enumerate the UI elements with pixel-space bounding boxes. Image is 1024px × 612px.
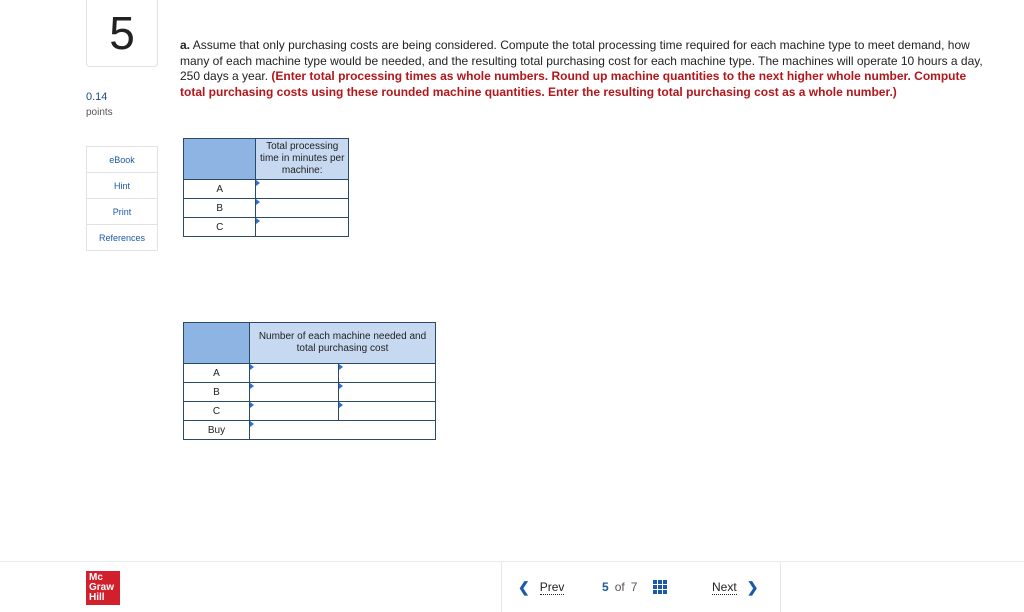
processing-time-c-cell <box>256 218 349 237</box>
row-label-buy: Buy <box>184 421 250 440</box>
processing-time-header: Total processing time in minutes per machine: <box>256 139 349 180</box>
cost-c-cell <box>338 402 435 421</box>
row-label-b: B <box>184 199 256 218</box>
table-corner <box>184 139 256 180</box>
machines-cost-table <box>183 322 436 440</box>
machines-cost-header: Number of each machine needed and total purchasing cost <box>249 323 435 364</box>
row-label-a: A <box>184 180 256 199</box>
input-marker-icon <box>250 383 254 389</box>
mcgraw-hill-logo <box>86 571 120 605</box>
machines-b-input[interactable] <box>250 383 338 401</box>
input-marker-icon <box>250 402 254 408</box>
machines-b-cell <box>249 383 338 402</box>
processing-time-a-input[interactable] <box>256 180 348 198</box>
row-label-b: B <box>184 383 250 402</box>
machines-c-cell <box>249 402 338 421</box>
input-marker-icon <box>256 218 260 224</box>
processing-time-a-cell <box>256 180 349 199</box>
prev-label: Prev <box>539 579 565 594</box>
row-label-c: C <box>184 218 256 237</box>
machines-a-cell <box>249 364 338 383</box>
points-value: 0.14 <box>86 91 108 103</box>
ebook-button[interactable]: eBook <box>87 147 157 173</box>
buy-input[interactable] <box>250 421 435 439</box>
buy-cell <box>249 421 435 440</box>
current-page: 5 <box>602 580 609 594</box>
part-label: a. <box>180 38 191 52</box>
chevron-left-icon: ❮ <box>518 578 530 595</box>
question-number: 5 <box>86 0 158 67</box>
processing-time-b-input[interactable] <box>256 199 348 217</box>
row-label-c: C <box>184 402 250 421</box>
question-instructions: (Enter total processing times as whole numbers. Round up machine quantities to the next higher whole number. Compute total purchasing costs using these rounded machine quantities. Enter the resulting total purchasing cost as a whole number.) <box>180 69 967 99</box>
cost-a-input[interactable] <box>339 368 435 379</box>
question-tools <box>86 146 158 251</box>
input-marker-icon <box>250 421 254 427</box>
row-label-a: A <box>184 364 250 383</box>
input-marker-icon <box>250 364 254 370</box>
cost-b-input[interactable] <box>339 387 435 398</box>
input-marker-icon <box>339 364 343 370</box>
print-button[interactable]: Print <box>87 199 157 225</box>
grid-icon[interactable] <box>653 580 667 594</box>
next-button[interactable] <box>712 579 758 596</box>
input-marker-icon <box>339 402 343 408</box>
references-button[interactable]: References <box>98 232 146 243</box>
points-label: points <box>86 107 113 118</box>
machines-a-input[interactable] <box>250 364 338 382</box>
question-navigation <box>501 562 781 612</box>
table-corner <box>184 323 250 364</box>
logo-line-1: Mc <box>89 572 103 583</box>
input-marker-icon <box>256 199 260 205</box>
cost-a-cell <box>338 364 435 383</box>
of-label: of <box>614 580 625 594</box>
processing-time-table <box>183 138 349 237</box>
processing-time-b-cell <box>256 199 349 218</box>
points-box <box>86 90 113 120</box>
hint-button[interactable]: Hint <box>87 173 157 199</box>
cost-c-input[interactable] <box>339 406 435 417</box>
machines-c-input[interactable] <box>250 402 338 420</box>
logo-line-2: Graw <box>89 582 115 593</box>
next-label: Next <box>712 579 737 594</box>
prev-button[interactable] <box>518 579 564 596</box>
logo-line-3: Hill <box>89 592 105 603</box>
processing-time-c-input[interactable] <box>256 218 348 236</box>
question-text <box>180 38 985 100</box>
question-body: Assume that only purchasing costs are being considered. Compute the total processing time required for each machine type to meet demand, how many of each machine type would be needed, and the resulting total purchasing cost for each machine type. The machines will operate 10 hours a day, 250 days a year. <box>180 38 983 83</box>
chevron-right-icon: ❯ <box>746 578 759 595</box>
input-marker-icon <box>339 383 343 389</box>
total-pages: 7 <box>630 580 638 594</box>
input-marker-icon <box>256 180 260 186</box>
page-indicator <box>602 580 667 594</box>
cost-b-cell <box>338 383 435 402</box>
